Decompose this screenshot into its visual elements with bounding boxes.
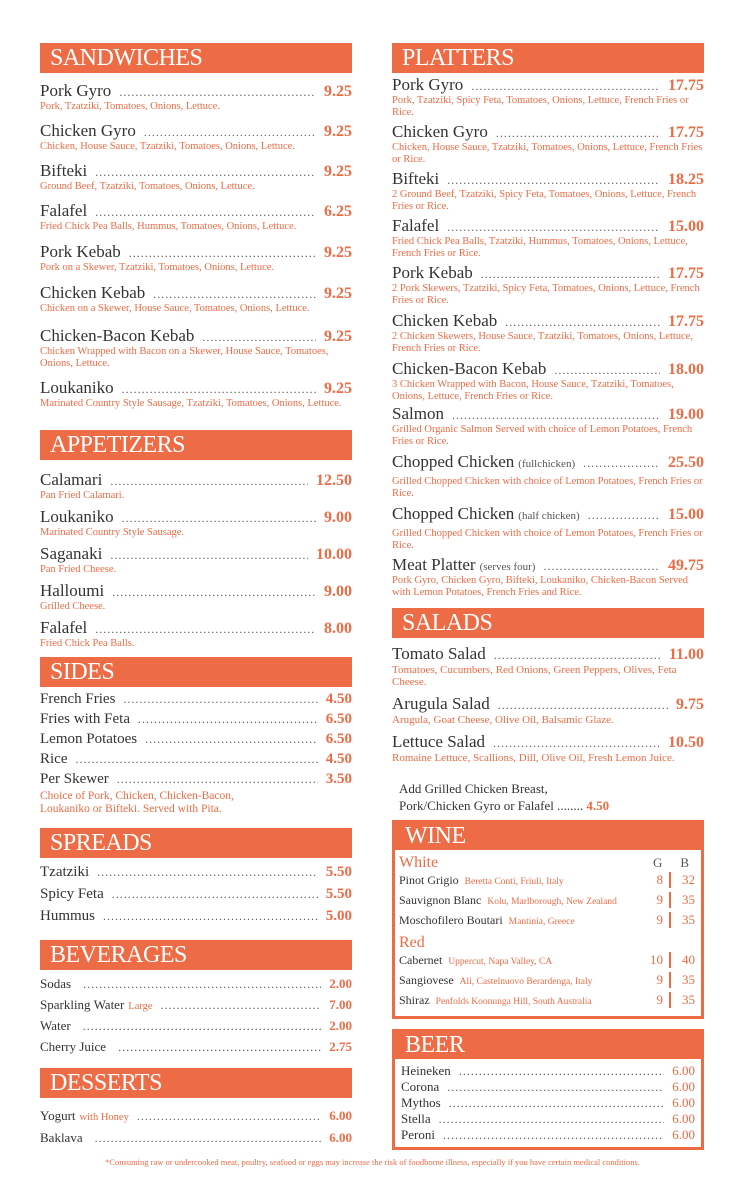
- desserts-list: [40, 1108, 352, 1152]
- item-name: Sparkling Water: [40, 997, 125, 1012]
- item-name: Chicken Kebab: [392, 311, 498, 330]
- item-name: French Fries: [40, 691, 116, 707]
- beverages-list: [40, 976, 352, 1060]
- menu-item: [40, 161, 352, 201]
- item-description: Fried Chick Pea Balls, Tzatziki, Hummus, Tomatoes, Onions, Lettuce, French Fries or Rice.: [392, 236, 688, 259]
- item-price: 18.00: [668, 361, 704, 378]
- item-description: Chicken, House Sauce, Tzatziki, Tomatoes, Onions, Lettuce, French Fries or Rice.: [392, 142, 703, 165]
- item-name: Chopped Chicken: [392, 452, 515, 471]
- item-description: Fried Chick Pea Balls, Hummus, Tomatoes, Onions, Lettuce.: [40, 221, 297, 232]
- addon-price: 4.50: [586, 798, 610, 813]
- item-description: 2 Pork Skewers, Tzatziki, Spicy Feta, Tomatoes, Onions, Lettuce, French Fries or Rice.: [392, 283, 700, 306]
- menu-item: [40, 997, 352, 1018]
- bottle-price: 35: [669, 972, 695, 988]
- menu-item: [40, 242, 352, 283]
- item-price: 5.50: [325, 864, 352, 880]
- wine-heading: WINE: [395, 823, 701, 850]
- bottle-price: 35: [669, 992, 695, 1008]
- item-name: Falafel: [40, 618, 88, 637]
- item-price: 12.50: [316, 472, 352, 489]
- item-description: 2 Ground Beef, Tzatziki, Spicy Feta, Tomatoes, Onions, Lettuce, French Fries or Rice.: [392, 189, 697, 212]
- wine-name: Cabernet: [399, 953, 443, 967]
- wine-region: Mantinia, Greece: [508, 917, 575, 927]
- salads-heading: SALADS: [392, 608, 704, 638]
- sides-heading: SIDES: [40, 657, 352, 687]
- item-name: Lettuce Salad: [392, 732, 485, 751]
- item-description: Romaine Lettuce, Scallions, Dill, Olive Oil, Fresh Lemon Juice.: [392, 752, 675, 764]
- menu-item: [392, 311, 704, 359]
- sandwiches-heading: SANDWICHES: [40, 43, 352, 73]
- beer-list: [395, 1059, 701, 1147]
- right-column: [392, 43, 704, 1150]
- wine-name: Pinot Grigio: [399, 873, 459, 887]
- item-name: Peroni: [401, 1127, 435, 1142]
- item-name: Falafel: [40, 201, 88, 220]
- item-description: Chicken on a Skewer, House Sauce, Tomatoes, Onions, Lettuce.: [40, 303, 310, 314]
- item-name: Stella: [401, 1111, 431, 1126]
- wine-box: [392, 820, 704, 1019]
- wine-row: [399, 952, 695, 972]
- item-name: Chicken-Bacon Kebab: [40, 326, 195, 345]
- item-name: Pork Kebab: [40, 242, 121, 261]
- sides-list: [40, 691, 352, 816]
- item-note: Large: [128, 1001, 153, 1012]
- glass-price: 9: [656, 892, 663, 907]
- menu-item: [392, 644, 704, 694]
- platters-heading: PLATTERS: [392, 43, 704, 73]
- item-price: 6.50: [325, 711, 352, 727]
- menu-item: [40, 886, 352, 908]
- bottle-price: 35: [669, 912, 695, 928]
- item-price: 9.25: [324, 83, 352, 100]
- menu-item: [401, 1127, 695, 1143]
- item-description: Pork on a Skewer, Tzatziki, Tomatoes, Onions, Lettuce.: [40, 262, 275, 273]
- sides-note: Choice of Pork, Chicken, Chicken-Bacon, Loukaniko or Bifteki. Served with Pita.: [40, 790, 234, 815]
- item-price: 5.00: [325, 908, 352, 924]
- item-description: Grilled Organic Salmon Served with choice of Lemon Potatoes, French Fries or Rice.: [392, 424, 693, 447]
- item-description: Tomatoes, Cucumbers, Red Onions, Green Peppers, Olives, Feta Cheese.: [392, 664, 677, 688]
- menu-item: [392, 216, 704, 263]
- item-name: Tzatziki: [40, 864, 90, 880]
- item-name: Pork Gyro: [40, 81, 112, 100]
- menu-item: [40, 731, 352, 751]
- beverages-heading: BEVERAGES: [40, 940, 352, 970]
- menu-item: [392, 452, 704, 504]
- item-name: Baklava: [40, 1130, 83, 1145]
- item-name: Halloumi: [40, 581, 105, 600]
- wine-name: Sauvignon Blanc: [399, 893, 482, 907]
- menu-item: [40, 121, 352, 161]
- menu-item: [392, 169, 704, 216]
- menu-item: [40, 470, 352, 507]
- menu-item: [40, 581, 352, 618]
- item-name: Per Skewer: [40, 771, 109, 787]
- wine-region: Ali, Castelnuovo Berardenga, Italy: [459, 977, 593, 987]
- item-price: 8.00: [324, 620, 352, 637]
- item-description: Grilled Chopped Chicken with choice of Lemon Potatoes, French Fries or Rice.: [392, 476, 703, 499]
- item-price: 6.00: [672, 1095, 695, 1110]
- item-price: 9.75: [676, 696, 704, 713]
- item-name: Pork Gyro: [392, 75, 464, 94]
- item-price: 3.50: [325, 771, 352, 787]
- wine-region: Kolu, Marlborough, New Zealand: [487, 897, 617, 907]
- menu-item: [392, 263, 704, 311]
- menu-item: [40, 976, 352, 997]
- sandwiches-list: [40, 81, 352, 430]
- salads-list: [392, 644, 704, 814]
- wine-region: Beretta Conti, Friuli, Italy: [464, 877, 564, 887]
- menu-item: [40, 201, 352, 242]
- item-name: Spicy Feta: [40, 886, 104, 902]
- menu-item: [40, 1130, 352, 1152]
- item-price: 19.00: [668, 406, 704, 423]
- item-subtitle: (serves four): [479, 561, 536, 573]
- item-price: 5.50: [325, 886, 352, 902]
- item-price: 4.50: [325, 691, 352, 707]
- item-description: Marinated Country Style Sausage.: [40, 527, 185, 538]
- item-price: 7.00: [329, 997, 352, 1012]
- appetizers-heading: APPETIZERS: [40, 430, 352, 460]
- item-name: Hummus: [40, 908, 96, 924]
- menu-item: [40, 507, 352, 544]
- wine-category-red: Red: [399, 934, 425, 951]
- wine-row: [399, 912, 695, 932]
- item-name: Chopped Chicken: [392, 504, 515, 523]
- menu-item: [401, 1063, 695, 1079]
- left-column: [40, 43, 352, 1152]
- item-name: Tomato Salad: [392, 644, 486, 663]
- item-price: 15.00: [668, 506, 704, 523]
- item-price: 15.00: [668, 218, 704, 235]
- wine-category-white: White: [399, 854, 439, 871]
- wine-row: [399, 992, 695, 1012]
- wine-name: Sangiovese: [399, 973, 454, 987]
- item-price: 17.75: [668, 124, 704, 141]
- food-safety-disclaimer: *Consuming raw or undercooked meat, poultry, seafood or eggs may increase the risk of foodborne illness, especially if you have certain medical conditions.: [105, 1157, 640, 1167]
- wine-name: Moschofilero Boutari: [399, 913, 503, 927]
- glass-price: 9: [656, 972, 663, 987]
- item-description: Grilled Cheese.: [40, 601, 106, 612]
- bottle-price: 35: [669, 892, 695, 908]
- menu-item: [40, 1018, 352, 1039]
- item-subtitle: (fullchicken): [518, 458, 576, 470]
- item-price: 6.00: [672, 1063, 695, 1078]
- item-price: 17.75: [668, 265, 704, 282]
- glass-price: 9: [656, 992, 663, 1007]
- item-price: 9.00: [324, 583, 352, 600]
- item-name: Chicken Gyro: [40, 121, 136, 140]
- item-name: Corona: [401, 1079, 440, 1094]
- menu-item: [40, 1108, 352, 1130]
- item-description: Arugula, Goat Cheese, Olive Oil, Balsamic Glaze.: [392, 714, 614, 726]
- menu-item: [401, 1111, 695, 1127]
- wine-row: [399, 872, 695, 892]
- salads-addon: [392, 780, 704, 814]
- addon-line-2: Pork/Chicken Gyro or Falafel: [399, 798, 554, 813]
- item-price: 9.25: [324, 123, 352, 140]
- menu-item: [40, 711, 352, 731]
- item-price: 9.25: [324, 380, 352, 397]
- item-price: 9.25: [324, 285, 352, 302]
- item-name: Chicken Gyro: [392, 122, 488, 141]
- item-price: 6.25: [324, 203, 352, 220]
- glass-price: 8: [656, 872, 663, 887]
- item-name: Rice: [40, 751, 68, 767]
- item-name: Sodas: [40, 976, 72, 991]
- item-price: 9.25: [324, 163, 352, 180]
- menu-item: [40, 864, 352, 886]
- item-description: Pan Fried Calamari.: [40, 490, 125, 501]
- item-price: 10.50: [668, 734, 704, 751]
- item-name: Salmon: [392, 404, 444, 423]
- menu-item: [40, 618, 352, 655]
- item-name: Mythos: [401, 1095, 441, 1110]
- item-name: Bifteki: [40, 161, 88, 180]
- item-name: Lemon Potatoes: [40, 731, 138, 747]
- menu-item: [392, 75, 704, 122]
- item-name: Chicken-Bacon Kebab: [392, 359, 547, 378]
- item-name: Saganaki: [40, 544, 103, 563]
- beer-box: [392, 1029, 704, 1150]
- item-price: 49.75: [668, 557, 704, 574]
- glass-price: 9: [656, 912, 663, 927]
- desserts-heading: DESSERTS: [40, 1068, 352, 1098]
- item-price: 6.00: [672, 1111, 695, 1126]
- item-subtitle: (half chicken): [518, 510, 580, 522]
- item-price: 9.25: [324, 328, 352, 345]
- item-name: Falafel: [392, 216, 440, 235]
- item-note: with Honey: [79, 1112, 129, 1123]
- item-price: 9.25: [324, 244, 352, 261]
- wine-region: Penfolds Koonunga Hill, South Australia: [435, 997, 592, 1007]
- menu-item: [392, 404, 704, 452]
- addon-dots: ........: [557, 798, 584, 813]
- item-description: 3 Chicken Wrapped with Bacon, House Sauce, Tzatziki, Tomatoes, Onions, Lettuce, French Fries or Rice.: [392, 379, 674, 402]
- menu-item: [40, 326, 352, 378]
- menu-item: [40, 81, 352, 121]
- menu-item: [401, 1079, 695, 1095]
- item-description: Fried Chick Pea Balls.: [40, 638, 135, 649]
- menu-item: [392, 359, 704, 404]
- wine-region: Uppercut, Napa Valley, CA: [448, 957, 553, 967]
- wine-name: Shiraz: [399, 993, 430, 1007]
- menu-item: [40, 751, 352, 771]
- menu-item: [392, 122, 704, 169]
- item-price: 6.00: [329, 1108, 352, 1123]
- item-description: Pork, Tzatziki, Spicy Feta, Tomatoes, Onions, Lettuce, French Fries or Rice.: [392, 95, 689, 118]
- addon-line-1: Add Grilled Chicken Breast,: [399, 781, 548, 796]
- item-price: 11.00: [668, 646, 704, 663]
- wine-row: [399, 892, 695, 912]
- menu-item: [40, 908, 352, 930]
- menu-item: [392, 504, 704, 555]
- item-name: Pork Kebab: [392, 263, 473, 282]
- menu-item: [401, 1095, 695, 1111]
- item-price: 2.00: [329, 1018, 352, 1033]
- wine-list: [395, 850, 701, 1016]
- item-price: 18.25: [668, 171, 704, 188]
- item-name: Heineken: [401, 1063, 451, 1078]
- item-price: 6.50: [325, 731, 352, 747]
- item-name: Yogurt: [40, 1108, 76, 1123]
- spreads-heading: SPREADS: [40, 828, 352, 858]
- menu-item: [392, 555, 704, 603]
- item-name: Loukaniko: [40, 507, 114, 526]
- item-name: Meat Platter: [392, 555, 476, 574]
- item-price: 6.00: [672, 1079, 695, 1094]
- beer-heading: BEER: [395, 1032, 701, 1059]
- item-description: Ground Beef, Tzatziki, Tomatoes, Onions, Lettuce.: [40, 181, 255, 192]
- item-description: 2 Chicken Skewers, House Sauce, Tzatziki, Tomatoes, Onions, Lettuce, French Fries or Rice.: [392, 331, 693, 354]
- bottle-price: 40: [669, 952, 695, 968]
- item-description: Chicken Wrapped with Bacon on a Skewer, House Sauce, Tomatoes, Onions, Lettuce.: [40, 346, 329, 369]
- item-price: 10.00: [316, 546, 352, 563]
- item-price: 6.00: [329, 1130, 352, 1145]
- item-name: Cherry Juice: [40, 1039, 107, 1054]
- menu-item: [40, 1039, 352, 1060]
- item-price: 6.00: [672, 1127, 695, 1142]
- item-description: Pan Fried Cheese.: [40, 564, 117, 575]
- item-name: Chicken Kebab: [40, 283, 146, 302]
- item-price: 2.00: [329, 976, 352, 991]
- item-name: Loukaniko: [40, 378, 114, 397]
- item-price: 17.75: [668, 77, 704, 94]
- item-description: Chicken, House Sauce, Tzatziki, Tomatoes, Onions, Lettuce.: [40, 141, 295, 152]
- wine-row: [399, 972, 695, 992]
- item-description: Grilled Chopped Chicken with choice of Lemon Potatoes, French Fries or Rice.: [392, 528, 703, 551]
- menu-item: [40, 378, 352, 430]
- item-price: 17.75: [668, 313, 704, 330]
- item-name: Bifteki: [392, 169, 440, 188]
- platters-list: [392, 75, 704, 603]
- menu-item: [392, 694, 704, 732]
- menu-item: [40, 544, 352, 581]
- glass-column-header: G: [652, 855, 663, 870]
- item-price: 2.75: [329, 1039, 352, 1054]
- item-description: Marinated Country Style Sausage, Tzatziki, Tomatoes, Onions, Lettuce.: [40, 398, 342, 409]
- item-name: Water: [40, 1018, 71, 1033]
- item-name: Fries with Feta: [40, 711, 130, 727]
- item-name: Calamari: [40, 470, 103, 489]
- menu-item: [40, 691, 352, 711]
- glass-price: 10: [650, 952, 663, 967]
- menu-item: [392, 732, 704, 780]
- item-price: 25.50: [668, 454, 704, 471]
- appetizers-list: [40, 470, 352, 655]
- item-description: Pork, Tzatziki, Tomatoes, Onions, Lettuce.: [40, 101, 220, 112]
- menu-item: [40, 283, 352, 326]
- spreads-list: [40, 864, 352, 930]
- bottle-price: 32: [669, 872, 695, 888]
- item-name: Arugula Salad: [392, 694, 490, 713]
- bottle-column-header: B: [680, 855, 689, 870]
- item-description: Pork Gyro, Chicken Gyro, Bifteki, Loukaniko, Chicken-Bacon Served with Lemon Potatoes, French Fries and Rice.: [392, 575, 688, 598]
- item-price: 9.00: [324, 509, 352, 526]
- item-price: 4.50: [325, 751, 352, 767]
- menu-item: [40, 771, 352, 790]
